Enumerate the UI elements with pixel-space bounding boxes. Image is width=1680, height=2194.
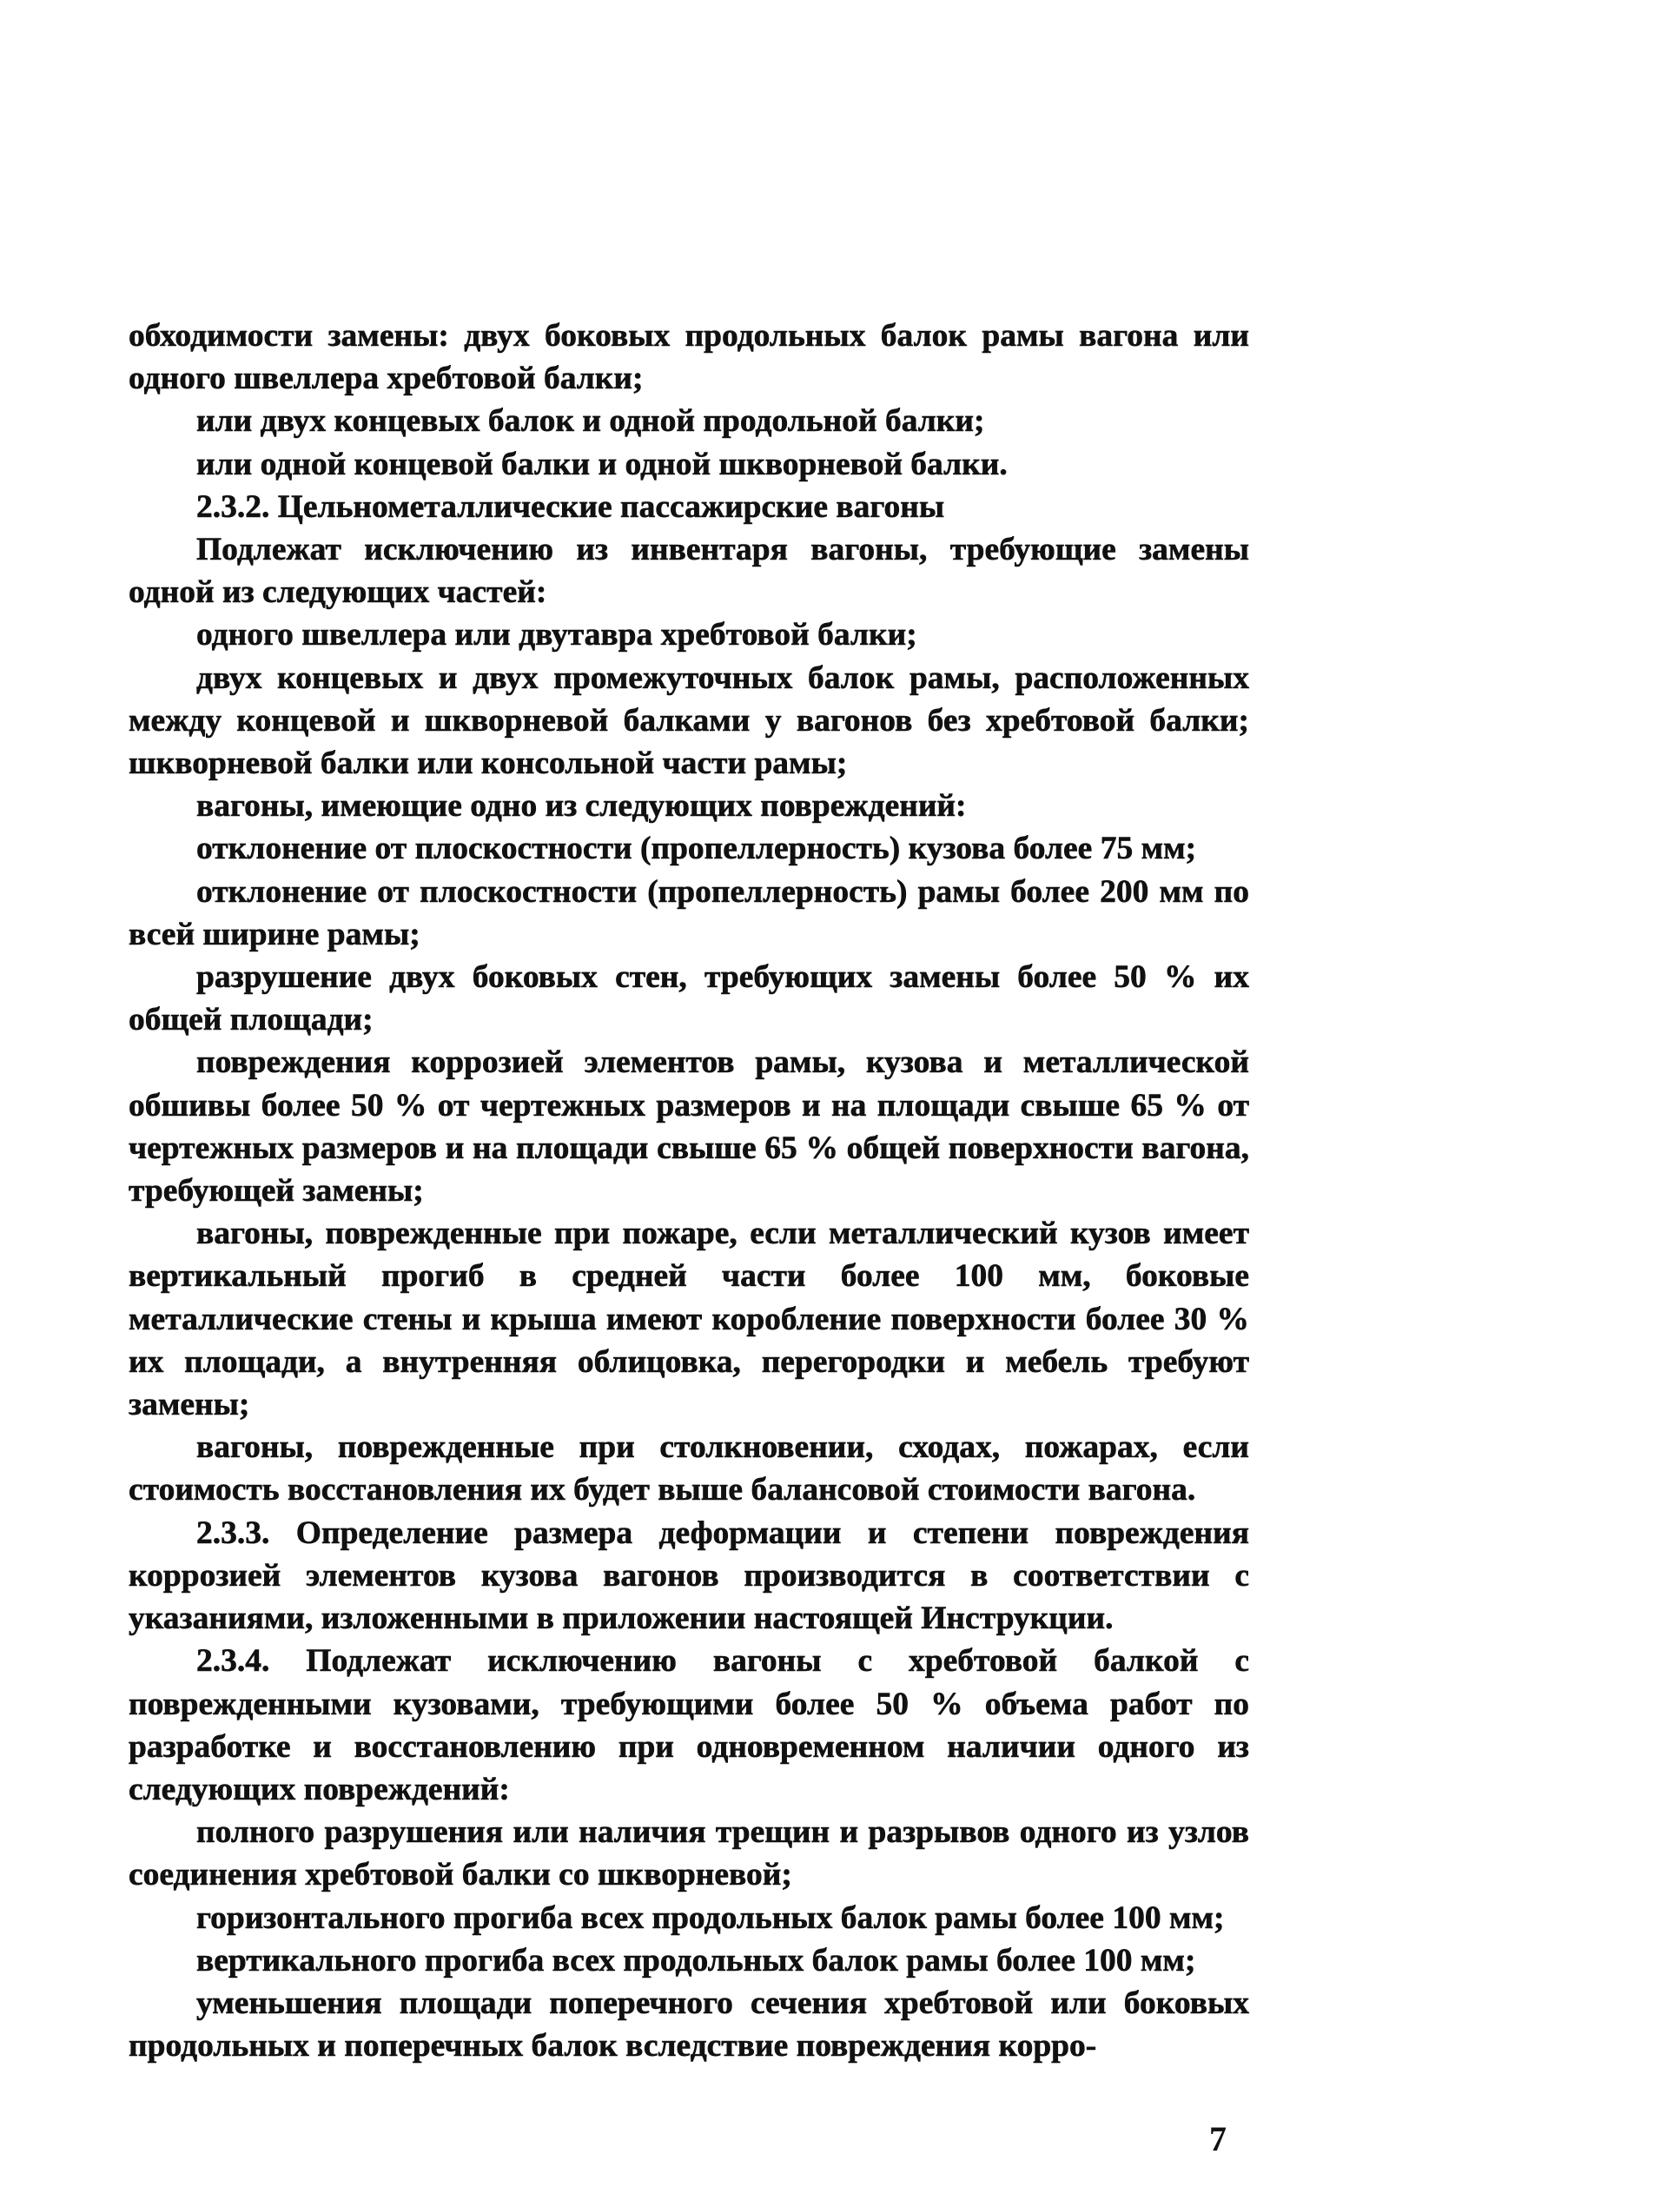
paragraph: обходимости замены: двух боковых продольных балок рамы вагона или одного швеллера хребтовой балки;: [129, 318, 1249, 397]
paragraph: повреждения коррозией элементов рамы, кузова и металлической обшивы более 50 % от чертежных размеров и на площади свыше 65 % от чертежных размеров и на площади свыше 65 % общей поверхности вагона, требующей замены;: [129, 1044, 1249, 1210]
paragraph: Подлежат исключению из инвентаря вагоны, требующие замены одной из следующих частей:: [129, 532, 1249, 611]
paragraph: уменьшения площади поперечного сечения хребтовой или боковых продольных и поперечных балок вследствие повреждения корро-: [129, 1985, 1249, 2065]
body-text: [129, 315, 1249, 2067]
paragraph: полного разрушения или наличия трещин и разрывов одного из узлов соединения хребтовой балки со шкворневой;: [129, 1814, 1249, 1893]
paragraph: вагоны, имеющие одно из следующих повреждений:: [196, 788, 967, 825]
section-2-3-4: 2.3.4. Подлежат исключению вагоны с хребтовой балкой с поврежденными кузовами, требующими более 50 % объема работ по разработке и восстановлению при одновременном наличии одного из следующих повреждений:: [129, 1643, 1249, 1807]
paragraph: двух концевых и двух промежуточных балок рамы, расположенных между концевой и шкворневой балками у вагонов без хребтовой балки; шкворневой балки или консольной части рамы;: [129, 660, 1249, 782]
paragraph: или двух концевых балок и одной продольной балки;: [196, 403, 985, 440]
section-2-3-3: 2.3.3. Определение размера деформации и степени повреждения коррозией элементов кузова вагонов производится в соответствии с указаниями, изложенными в приложении настоящей Инструкции.: [129, 1515, 1249, 1637]
paragraph: или одной концевой балки и одной шкворневой балки.: [196, 446, 1008, 482]
paragraph: отклонение от плоскостности (пропеллерность) рамы более 200 мм по всей ширине рамы;: [129, 873, 1249, 952]
page-number: 7: [1209, 2119, 1227, 2158]
paragraph: горизонтального прогиба всех продольных балок рамы более 100 мм;: [196, 1899, 1225, 1936]
section-heading-2-3-2: 2.3.2. Цельнометаллические пассажирские вагоны: [196, 488, 945, 525]
paragraph: отклонение от плоскостности (пропеллерность) кузова более 75 мм;: [196, 831, 1197, 867]
paragraph: одного швеллера или двутавра хребтовой балки;: [196, 617, 917, 653]
paragraph: разрушение двух боковых стен, требующих замены более 50 % их общей площади;: [129, 959, 1249, 1038]
paragraph: вертикального прогиба всех продольных балок рамы более 100 мм;: [196, 1942, 1196, 1979]
paragraph: вагоны, поврежденные при столкновении, сходах, пожарах, если стоимость восстановления их будет выше балансовой стоимости вагона.: [129, 1429, 1249, 1508]
paragraph: вагоны, поврежденные при пожаре, если металлический кузов имеет вертикальный прогиб в средней части более 100 мм, боковые металлические стены и крыша имеют коробление поверхности более 30 % их площади, а внутренняя облицовка, перегородки и мебель требуют замены;: [129, 1216, 1249, 1423]
